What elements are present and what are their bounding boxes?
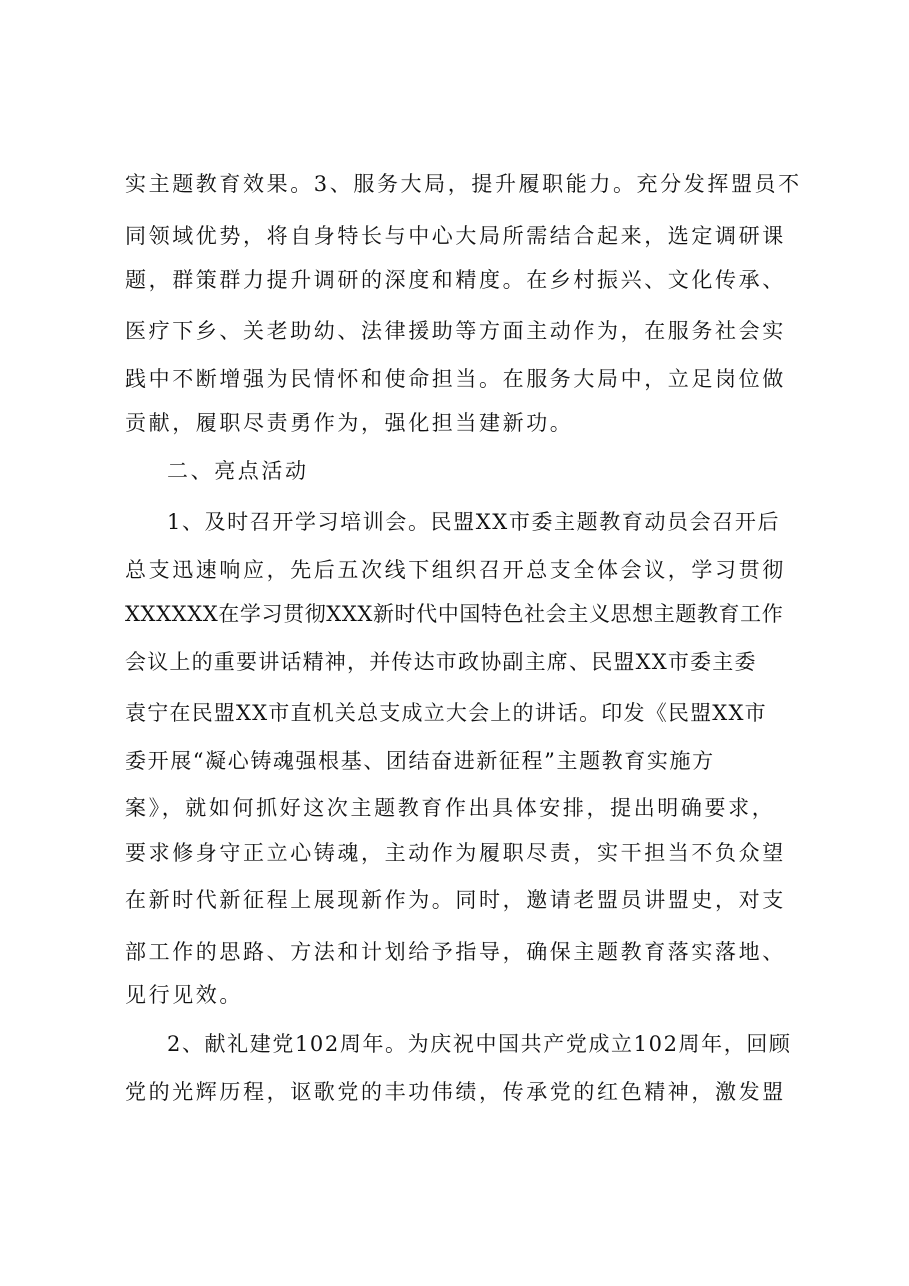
text-line: 践中不断增强为民情怀和使命担当。在服务大局中，立足岗位做 <box>125 367 786 391</box>
text-line: 1、及时召开学习培训会。民盟XX市委主题教育动员会召开后 <box>167 510 781 534</box>
text-line: 党的光辉历程，讴歌党的丰功伟绩，传承党的红色精神，激发盟 <box>125 1080 786 1104</box>
text-line: 贡献，履职尽责勇作为，强化担当建新功。 <box>125 411 574 435</box>
text-line: 会议上的重要讲话精神，并传达市政协副主席、民盟XX市委主委 <box>125 650 757 674</box>
text-line: 在新时代新征程上展现新作为。同时，邀请老盟员讲盟史，对支 <box>125 888 786 912</box>
text-line: 同领域优势，将自身特长与中心大局所需结合起来，选定调研课 <box>125 224 786 248</box>
text-line: 袁宁在民盟XX市直机关总支成立大会上的讲话。印发《民盟XX市 <box>125 701 767 725</box>
text-line: 实主题教育效果。3、服务大局，提升履职能力。充分发挥盟员不 <box>125 172 802 196</box>
text-line: 题，群策群力提升调研的深度和精度。在乡村振兴、文化传承、 <box>125 268 786 292</box>
text-line: 2、献礼建党102周年。为庆祝中国共产党成立102周年，回顾 <box>167 1032 792 1056</box>
text-line: 医疗下乡、关老助幼、法律援助等方面主动作为，在服务社会实 <box>125 319 786 343</box>
text-line: XXXXXX在学习贯彻XXX新时代中国特色社会主义思想主题教育工作 <box>125 602 784 626</box>
text-line: 委开展“凝心铸魂强根基、团结奋进新征程”主题教育实施方 <box>125 749 715 773</box>
text-line: 部工作的思路、方法和计划给予指导，确保主题教育落实落地、 <box>125 940 786 964</box>
text-line: 总支迅速响应，先后五次线下组织召开总支全体会议，学习贯彻 <box>125 558 786 582</box>
text-line: 案》，就如何抓好这次主题教育作出具体安排，提出明确要求， <box>125 796 776 820</box>
text-line: 要求修身守正立心铸魂，主动作为履职尽责，实干担当不负众望 <box>125 841 786 865</box>
section-heading: 二、亮点活动 <box>167 459 309 483</box>
text-line: 见行见效。 <box>125 983 243 1007</box>
